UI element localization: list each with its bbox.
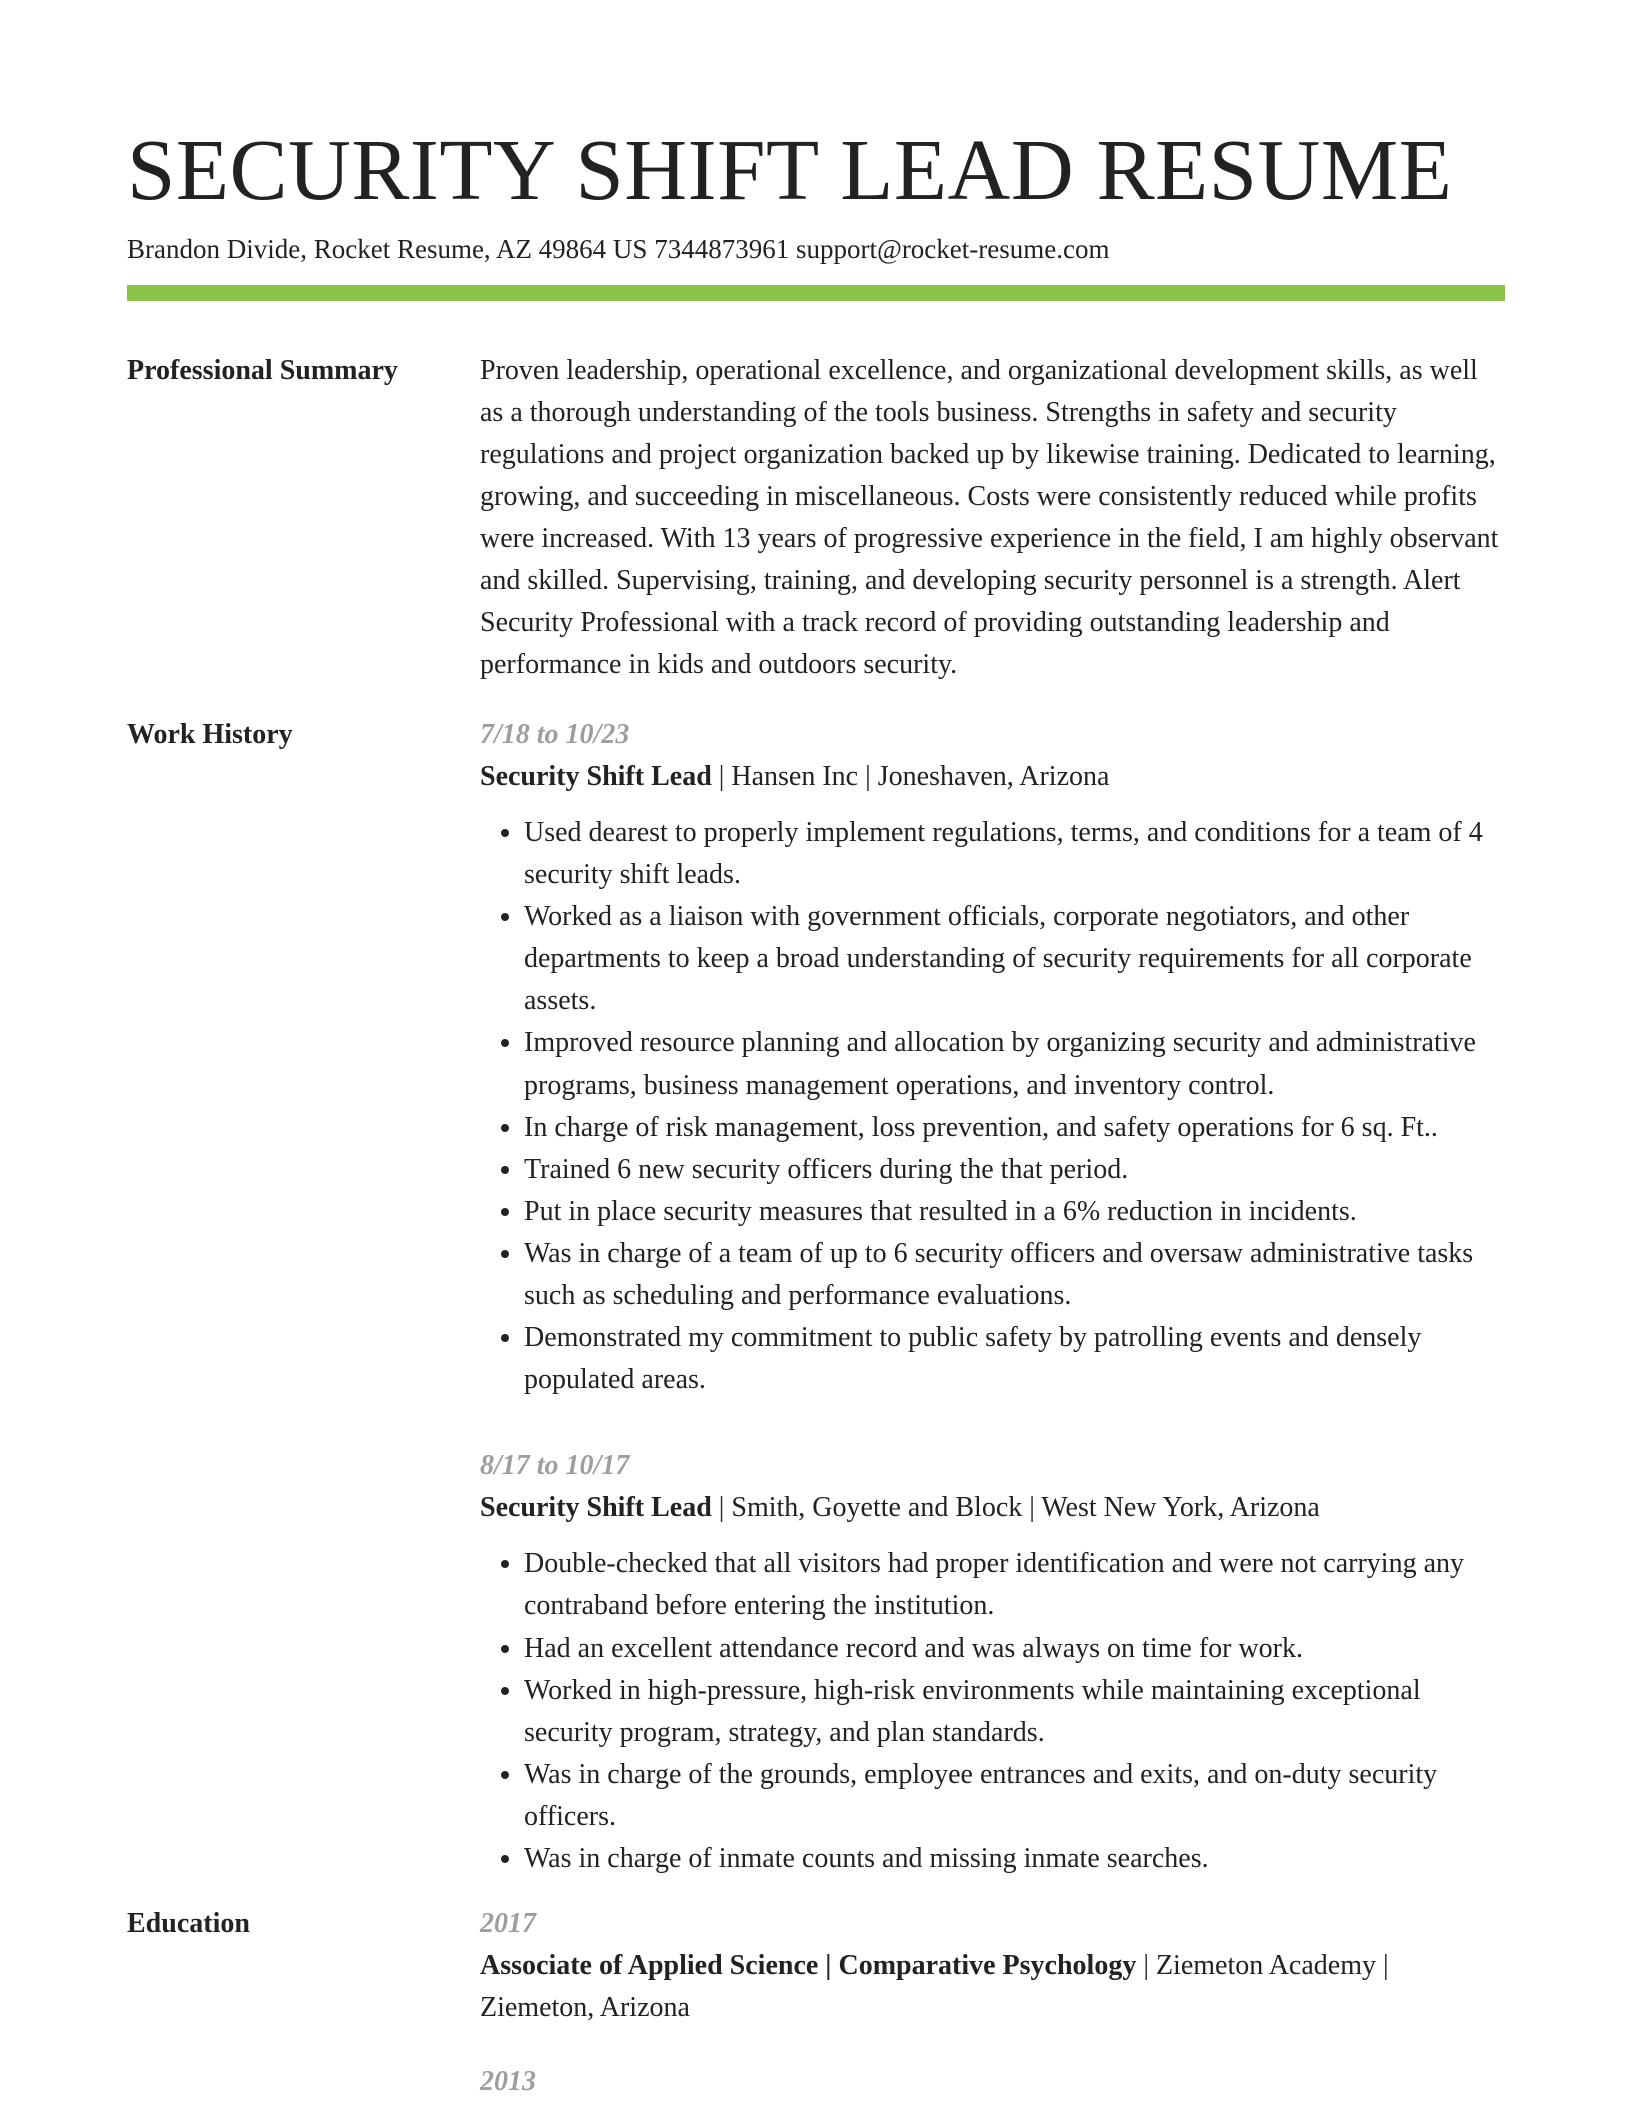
education-date: 2017	[480, 1908, 536, 1939]
job-bullet: • Had an excellent attendance record and was always on time for work.	[524, 1628, 1505, 1670]
entry-spacer	[480, 1401, 1505, 1445]
education-body	[480, 1903, 1505, 2103]
entry-spacer	[480, 2029, 1505, 2061]
job-entry	[480, 1445, 1505, 1880]
summary-body	[480, 350, 1505, 686]
job-bullet: • Improved resource planning and allocation by organizing security and administrative programs, business management operations, and inventory control.	[524, 1022, 1505, 1106]
job-bullet: • Worked in high-pressure, high-risk environments while maintaining exceptional security program, strategy, and plan standards.	[524, 1670, 1505, 1754]
contact-line: Brandon Divide, Rocket Resume, AZ 49864 US 7344873961 support@rocket-resume.com	[127, 234, 1110, 264]
job-details: | Hansen Inc | Joneshaven, Arizona	[711, 761, 1110, 792]
job-title-line	[480, 756, 1505, 798]
job-bullet: • Demonstrated my commitment to public safety by patrolling events and densely populated areas.	[524, 1317, 1505, 1401]
work-history-body	[480, 714, 1505, 1880]
job-bullet: • Worked as a liaison with government officials, corporate negotiators, and other departments to keep a broad understanding of security requirements for all corporate assets.	[524, 896, 1505, 1022]
job-bullet: • Double-checked that all visitors had proper identification and were not carrying any contraband before entering the institution.	[524, 1543, 1505, 1627]
resume-title: SECURITY SHIFT LEAD RESUME	[127, 121, 1453, 218]
job-role: Security Shift Lead	[480, 761, 712, 792]
job-date: 8/17 to 10/17	[480, 1450, 630, 1482]
accent-divider	[127, 285, 1505, 301]
job-entry	[480, 714, 1505, 1401]
job-bullet: • Put in place security measures that resulted in a 6% reduction in incidents.	[524, 1191, 1505, 1233]
education-heading: Education	[127, 1908, 250, 1939]
job-bullet-list	[480, 1543, 1505, 1880]
education-details: | Ziemeton Academy | Ziemeton, Arizona	[480, 1950, 1389, 2023]
summary-heading: Professional Summary	[127, 355, 398, 386]
job-bullet: • Used dearest to properly implement regulations, terms, and conditions for a team of 4 security shift leads.	[524, 812, 1505, 896]
job-title-line	[480, 1487, 1505, 1529]
education-entry	[480, 2061, 1505, 2103]
job-bullet: • In charge of risk management, loss prevention, and safety operations for 6 sq. Ft..	[524, 1107, 1505, 1149]
education-degree-line	[480, 1945, 1505, 2029]
job-bullet: • Was in charge of inmate counts and missing inmate searches.	[524, 1838, 1505, 1880]
job-details: | Smith, Goyette and Block | West New York, Arizona	[711, 1492, 1320, 1524]
education-degree: Associate of Applied Science | Comparative Psychology	[480, 1950, 1137, 1981]
education-date: 2013	[480, 2066, 536, 2097]
work-history-heading: Work History	[127, 719, 293, 750]
education-entry	[480, 1903, 1505, 2029]
job-bullet-list	[480, 812, 1505, 1401]
job-bullet: • Was in charge of the grounds, employee entrances and exits, and on-duty security officers.	[524, 1754, 1505, 1838]
job-bullet: • Was in charge of a team of up to 6 security officers and oversaw administrative tasks such as scheduling and performance evaluations.	[524, 1233, 1505, 1317]
job-role: Security Shift Lead	[480, 1492, 712, 1524]
job-date: 7/18 to 10/23	[480, 719, 630, 750]
job-bullet: • Trained 6 new security officers during the that period.	[524, 1149, 1505, 1191]
summary-text: Proven leadership, operational excellence, and organizational development skills, as well as a thorough understanding of the tools business. Strengths in safety and security regulations and project organization backed up by likewise training. Dedicated to learning, growing, and succeeding in miscellaneous. Costs were consistently reduced while profits were increased. With 13 years of progressive experience in the field, I am highly observant and skilled. Supervising, training, and developing security personnel is a strength. Alert Security Professional with a track record of providing outstanding leadership and performance in kids and outdoors security.	[480, 355, 1499, 680]
